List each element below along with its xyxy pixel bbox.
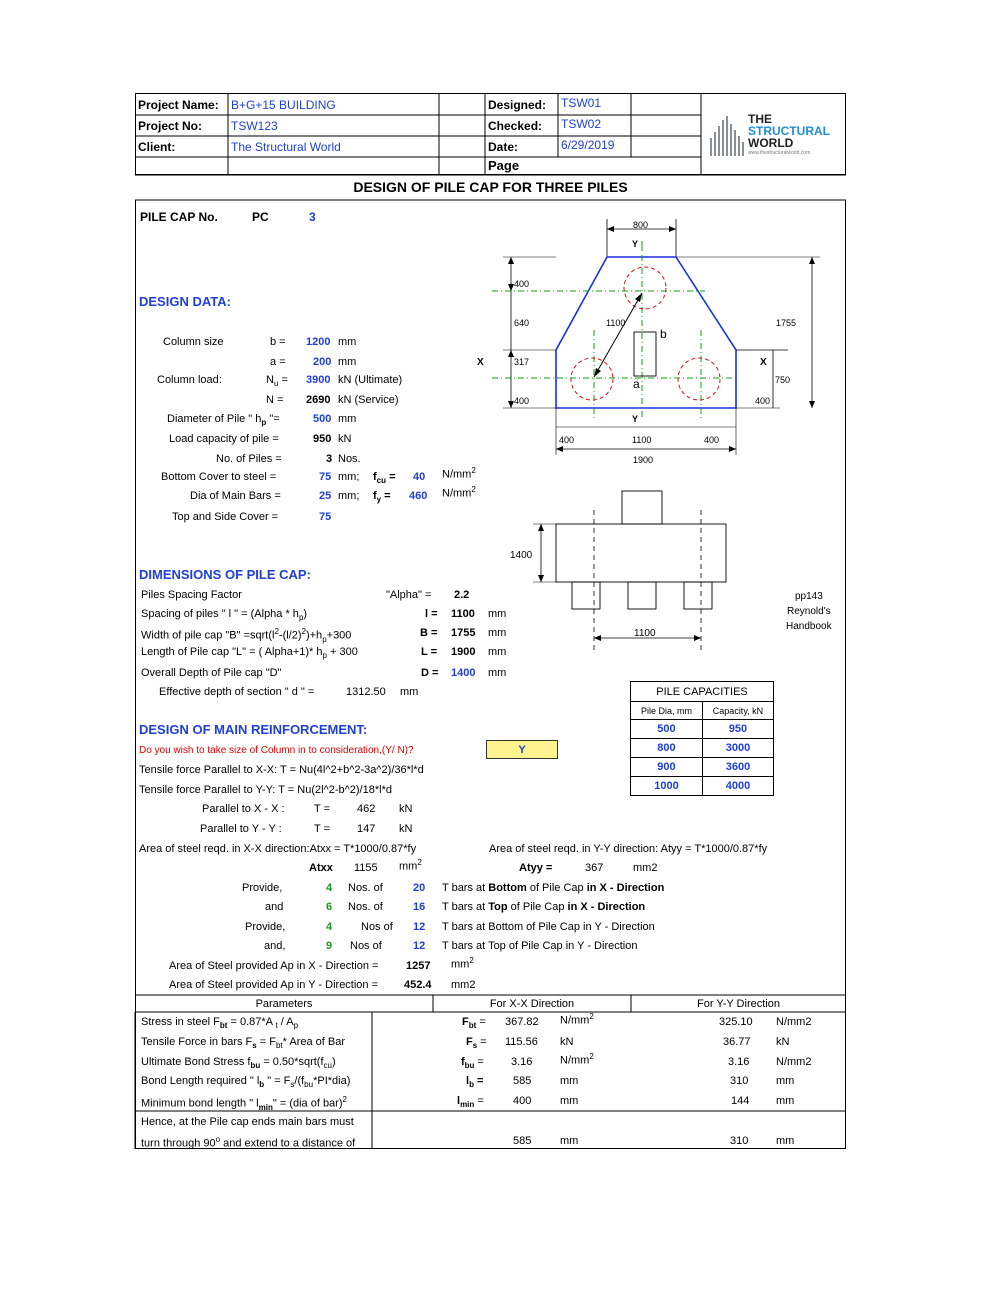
provide-desc bbox=[442, 882, 664, 894]
plan-bot-400a: 400 bbox=[559, 435, 575, 445]
atxx-unit-text: mm bbox=[399, 860, 418, 873]
b-value[interactable]: 1200 bbox=[306, 336, 331, 348]
param-text: Ultimate Bond Stress f bbox=[141, 1056, 251, 1068]
bond-y-value: 325.10 bbox=[719, 1016, 753, 1028]
ap-x-unit-text: mm bbox=[451, 958, 470, 971]
spacing-label: Spacing of piles " l " = (Alpha * $h_p$) bbox=[141, 608, 308, 623]
a-label: a = bbox=[270, 356, 286, 368]
final-y-value: 310 bbox=[730, 1135, 749, 1147]
no-piles-label: No. of Piles = bbox=[216, 453, 282, 465]
plan-x-left: X bbox=[477, 357, 484, 368]
provide-lead: Provide, bbox=[242, 882, 283, 894]
bond-row-ult-stress: Ultimate Bond Stress $f_{bu}$ = $0.50*sqrt(f_{cu})$ bbox=[141, 1056, 336, 1071]
plan-bot-1100: 1100 bbox=[632, 435, 652, 445]
final-line1: Hence, at the Pile cap ends main bars must bbox=[141, 1116, 354, 1128]
bond-x-value: 115.56 bbox=[505, 1036, 538, 1048]
depth-label: Overall Depth of Pile cap "D" bbox=[141, 667, 282, 679]
B-unit: mm bbox=[488, 627, 507, 639]
elev-dim-1400: 1400 bbox=[510, 550, 533, 561]
atyy-value: 367 bbox=[585, 862, 604, 874]
ap-y-value: 452.4 bbox=[404, 979, 432, 991]
width-label-text: Width of pile cap "B" =sqrt(l bbox=[141, 629, 275, 642]
logo-line2: STRUCTURAL bbox=[748, 124, 830, 138]
project-name-label: Project Name: bbox=[138, 98, 219, 112]
sym-text: l bbox=[457, 1095, 461, 1107]
reinforcement-heading: DESIGN OF MAIN REINFORCEMENT: bbox=[139, 722, 368, 737]
final-x-unit: mm bbox=[560, 1135, 579, 1147]
designed-value[interactable]: TSW01 bbox=[561, 96, 602, 110]
date-label: Date: bbox=[488, 140, 519, 154]
provide-dia[interactable]: 20 bbox=[413, 882, 426, 894]
dia-bars-label: Dia of Main Bars = bbox=[190, 490, 281, 502]
client-label: Client: bbox=[138, 140, 176, 154]
plan-dim-640: 640 bbox=[514, 318, 530, 328]
bond-y-unit: N/mm2 bbox=[776, 1016, 812, 1028]
ap-y-label: Area of Steel provided Ap in Y - Direction = bbox=[169, 979, 379, 991]
n-label: N = bbox=[266, 394, 284, 406]
provide-dia[interactable]: 12 bbox=[413, 921, 426, 933]
bottom-cover-label: Bottom Cover to steel = bbox=[161, 471, 277, 483]
provide-lead: and bbox=[265, 901, 284, 913]
pile-cap-elevation-diagram bbox=[500, 488, 790, 658]
column-load-label: Column load: bbox=[157, 374, 222, 386]
final-line2b-text: and extend to a distance of bbox=[220, 1137, 356, 1150]
bottom-cover-unit: mm; bbox=[338, 471, 360, 483]
bond-x-value: 400 bbox=[513, 1095, 532, 1107]
D-label: D = bbox=[421, 667, 439, 679]
sym-text: F bbox=[466, 1036, 473, 1048]
parallel-y-T: T = bbox=[314, 823, 331, 835]
pile-cap-prefix: PC bbox=[252, 210, 269, 224]
fcu-unit-text: N/mm bbox=[442, 468, 472, 481]
provide-nos: Nos. of bbox=[348, 901, 383, 913]
top-cover-label: Top and Side Cover = bbox=[172, 511, 279, 523]
parallel-y-label: Parallel to Y - Y : bbox=[200, 823, 282, 835]
bond-y-unit: N/mm2 bbox=[776, 1056, 812, 1068]
ref-line2: Reynold's bbox=[787, 606, 831, 617]
final-line2-text: turn through 90 bbox=[141, 1137, 216, 1150]
project-no-value[interactable]: TSW123 bbox=[231, 119, 278, 133]
bond-col-y: For Y-Y Direction bbox=[697, 998, 780, 1010]
designed-label: Designed: bbox=[488, 98, 547, 112]
plan-dim-400c: 400 bbox=[755, 396, 771, 406]
date-value[interactable]: 6/29/2019 bbox=[561, 138, 615, 152]
param-text: Tensile Force in bars F bbox=[141, 1036, 253, 1048]
provide-desc: T bars at Top of Pile Cap in Y - Direction bbox=[442, 940, 638, 952]
fcu-value[interactable]: 40 bbox=[413, 471, 426, 483]
bond-x-value: 585 bbox=[513, 1075, 532, 1087]
pile-cap-number[interactable]: 3 bbox=[309, 210, 316, 224]
atxx-value: 1155 bbox=[354, 862, 378, 874]
bond-row-force: Tensile Force in bars $F_s = F_{bt}*$ Area of Bar bbox=[141, 1036, 346, 1051]
a-unit: mm bbox=[338, 356, 357, 368]
bond-y-unit: mm bbox=[776, 1075, 795, 1087]
plan-dim-750: 750 bbox=[775, 375, 791, 385]
bond-row-stress: Stress in steel $F_{bt} = 0.87*A$ $_t / A_p$ bbox=[141, 1016, 299, 1031]
checked-value[interactable]: TSW02 bbox=[561, 117, 602, 131]
capacity-kn[interactable]: 3000 bbox=[702, 739, 773, 758]
capacity-dia[interactable]: 800 bbox=[631, 739, 703, 758]
column-size-label: Column size bbox=[163, 336, 224, 348]
bond-sym: $F_s$ = bbox=[466, 1036, 487, 1051]
bond-x-unit: $N/mm^2$ bbox=[560, 1012, 594, 1027]
L-label: L = bbox=[421, 646, 438, 658]
desc-b1: Top bbox=[488, 901, 508, 913]
bond-col-x: For X-X Direction bbox=[489, 998, 575, 1010]
pile-cap-label: PILE CAP No. bbox=[140, 210, 218, 224]
logo-url: www.thestructuralworld.com bbox=[748, 150, 811, 156]
fy-stress-unit: $N/mm^2$ bbox=[442, 485, 476, 500]
bond-sym: $F_{bt}$ = bbox=[462, 1016, 486, 1031]
plan-y-bottom: Y bbox=[632, 414, 639, 424]
plan-bot-1900: 1900 bbox=[633, 455, 654, 465]
plan-bot-400b: 400 bbox=[704, 435, 720, 445]
bond-y-unit: mm bbox=[776, 1095, 795, 1107]
bond-row-length: Bond Length required " $l_b$ " = $F_s/(f_{bu}*PI*dia)$ bbox=[141, 1075, 351, 1090]
parallel-x-T: T = bbox=[314, 803, 331, 815]
desc-b2: in X - Direction bbox=[567, 901, 646, 913]
fy-label: $f_y$ = bbox=[373, 490, 391, 505]
L-unit: mm bbox=[488, 646, 507, 658]
area-x-formula: Area of steel reqd. in X-X direction:Atxx = T*1000/0.87*fy bbox=[139, 843, 417, 855]
page-label: Page bbox=[488, 158, 520, 173]
provide-dia[interactable]: 12 bbox=[413, 940, 426, 952]
atyy-unit: mm2 bbox=[633, 862, 658, 874]
tension-x-formula: Tensile force Parallel to X-X: T = Nu(4l^2+b^2-3a^2)/36*l*d bbox=[139, 764, 424, 776]
desc-b1: Bottom bbox=[488, 882, 527, 894]
provide-lead: Provide, bbox=[245, 921, 286, 933]
final-line2: turn through 90$^o$ and extend to a distance of bbox=[141, 1135, 356, 1150]
capacities-col1: Pile Dia, mm bbox=[631, 702, 703, 720]
atyy-label: Atyy = bbox=[519, 862, 553, 874]
bond-col-params: Parameters bbox=[255, 998, 313, 1010]
capacity-dia[interactable]: 500 bbox=[631, 720, 703, 739]
param-text: Bond Length required " l bbox=[141, 1075, 260, 1087]
client-value[interactable]: The Structural World bbox=[231, 140, 341, 154]
elev-dim-1100: 1100 bbox=[634, 628, 656, 639]
provide-lead: and, bbox=[264, 940, 286, 952]
ap-x-unit: $mm^2$ bbox=[451, 956, 474, 971]
atxx-unit: $mm^2$ bbox=[399, 858, 422, 873]
plan-b-label: b bbox=[660, 327, 667, 341]
desc-mid: of Pile Cap bbox=[526, 882, 587, 894]
spacing-factor-label: Piles Spacing Factor bbox=[141, 589, 242, 601]
provide-nos: Nos of bbox=[361, 921, 393, 933]
dia-pile-value[interactable]: 500 bbox=[313, 413, 332, 425]
dia-pile-label-text: Diameter of Pile " h bbox=[167, 413, 262, 425]
n-unit: kN (Service) bbox=[338, 394, 399, 406]
parallel-x-unit: kN bbox=[399, 803, 413, 815]
dim-top-800: 800 bbox=[633, 220, 649, 230]
sym-text: F bbox=[462, 1016, 469, 1028]
D-value[interactable]: 1400 bbox=[451, 667, 476, 679]
provide-dia[interactable]: 16 bbox=[413, 901, 426, 913]
provide-count: 4 bbox=[326, 921, 333, 933]
plan-dim-400: 400 bbox=[514, 279, 530, 289]
a-value[interactable]: 200 bbox=[313, 356, 332, 368]
project-no-label: Project No: bbox=[138, 119, 203, 133]
xu-text: N/mm bbox=[560, 1014, 590, 1027]
dia-pile-unit: mm bbox=[338, 413, 357, 425]
capacity-dia[interactable]: 1000 bbox=[631, 777, 703, 796]
provide-nos: Nos. of bbox=[348, 882, 383, 894]
column-size-answer[interactable]: Y bbox=[486, 740, 558, 759]
parallel-x-value: 462 bbox=[357, 803, 376, 815]
pile-cap-plan-diagram bbox=[470, 205, 870, 475]
bond-sym: $f_{bu}$ = bbox=[461, 1056, 484, 1071]
l-unit: mm bbox=[488, 608, 507, 620]
capacities-title: PILE CAPACITIES bbox=[631, 682, 774, 702]
alpha-label: "Alpha" = bbox=[386, 589, 432, 601]
param-text: Minimum bond length " l bbox=[141, 1097, 259, 1110]
tension-y-formula: Tensile force Parallel to Y-Y: T = Nu(2l^2-b^2)/18*l*d bbox=[139, 784, 392, 796]
project-name-value[interactable]: B+G+15 BUILDING bbox=[231, 98, 336, 112]
bond-y-value: 310 bbox=[730, 1075, 749, 1087]
provide-nos: Nos of bbox=[350, 940, 382, 952]
plan-dim-400b: 400 bbox=[514, 396, 530, 406]
alpha-value: 2.2 bbox=[454, 589, 470, 601]
length-label-text: Length of Pile cap "L" = ( Alpha+1)* h bbox=[141, 646, 323, 658]
bottom-cover-value[interactable]: 75 bbox=[319, 471, 332, 483]
plan-y-top: Y bbox=[632, 239, 639, 249]
bond-x-unit: mm bbox=[560, 1075, 579, 1087]
length-label: Length of Pile cap "L" = ( Alpha+1)* $h_p + 300$ bbox=[141, 646, 358, 661]
sym-text: f bbox=[461, 1056, 465, 1068]
plan-a-label: a bbox=[633, 377, 640, 391]
provide-desc bbox=[442, 901, 645, 913]
nu-unit: kN (Ultimate) bbox=[338, 374, 403, 386]
plan-dim-1100: 1100 bbox=[606, 318, 626, 328]
pile-capacities-table bbox=[630, 681, 774, 796]
eff-depth-unit: mm bbox=[400, 686, 419, 698]
nu-value[interactable]: 3900 bbox=[306, 374, 331, 386]
dia-bars-unit: mm; bbox=[338, 490, 360, 502]
B-label: B = bbox=[420, 627, 438, 639]
capacity-dia[interactable]: 900 bbox=[631, 758, 703, 777]
bond-x-value: 367.82 bbox=[505, 1016, 539, 1028]
fcu-stress-unit: $N/mm^2$ bbox=[442, 466, 476, 481]
nu-label: $N_u$ = bbox=[266, 374, 288, 389]
atxx-label: Atxx bbox=[309, 862, 333, 874]
column-size-question: Do you wish to take size of Column in to consideration,(Y/ N)? bbox=[139, 745, 414, 756]
ap-x-value: 1257 bbox=[406, 960, 431, 972]
bond-sym: $l_{min}$ = bbox=[457, 1095, 484, 1110]
plan-dim-1755: 1755 bbox=[776, 318, 797, 328]
checked-label: Checked: bbox=[488, 119, 543, 133]
load-cap-label: Load capacity of pile = bbox=[169, 433, 279, 445]
eff-depth-label: Effective depth of section " d " = bbox=[159, 686, 315, 698]
bond-x-value: 3.16 bbox=[511, 1056, 533, 1068]
dimensions-heading: DIMENSIONS OF PILE CAP: bbox=[139, 567, 311, 582]
B-value: 1755 bbox=[451, 627, 476, 639]
desc-mid: of Pile Cap bbox=[507, 901, 568, 913]
provide-count: 6 bbox=[326, 901, 333, 913]
param-text: Stress in steel F bbox=[141, 1016, 220, 1028]
n-value: 2690 bbox=[306, 394, 331, 406]
capacities-col2: Capacity, kN bbox=[702, 702, 773, 720]
final-y-unit: mm bbox=[776, 1135, 795, 1147]
load-cap-value: 950 bbox=[313, 433, 332, 445]
bond-y-value: 144 bbox=[731, 1095, 750, 1107]
plan-x-right: X bbox=[760, 357, 767, 368]
D-unit: mm bbox=[488, 667, 507, 679]
desc-b2: in X - Direction bbox=[586, 882, 665, 894]
bond-y-unit: kN bbox=[776, 1036, 790, 1048]
bond-x-unit: mm bbox=[560, 1095, 579, 1107]
no-piles-value: 3 bbox=[326, 453, 333, 465]
L-value: 1900 bbox=[451, 646, 476, 658]
fcu-label: $f_{cu}$ = bbox=[373, 471, 396, 486]
provide-desc: T bars at Bottom of Pile Cap in Y - Direction bbox=[442, 921, 655, 933]
width-label: Width of pile cap "B" $=sqrt(l^2-(l/2)^2)+h_p+300$ bbox=[141, 627, 352, 644]
plan-dim-317: 317 bbox=[514, 357, 530, 367]
provide-count: 9 bbox=[326, 940, 333, 952]
dia-pile-label: Diameter of Pile " $h_p$ "= bbox=[167, 413, 280, 428]
bond-row-min-length: Minimum bond length " $l_{min}$" = (dia of bar)$^2$ bbox=[141, 1095, 347, 1112]
top-cover-value[interactable]: 75 bbox=[319, 511, 332, 523]
company-logo bbox=[708, 106, 843, 162]
bond-sym: $l_b$ = bbox=[466, 1075, 484, 1090]
capacity-kn[interactable]: 950 bbox=[702, 720, 773, 739]
parallel-y-unit: kN bbox=[399, 823, 413, 835]
parallel-x-label: Parallel to X - X : bbox=[202, 803, 285, 815]
fy-unit-text: N/mm bbox=[442, 487, 472, 500]
bond-y-value: 36.77 bbox=[723, 1036, 751, 1048]
page-title: DESIGN OF PILE CAP FOR THREE PILES bbox=[353, 179, 628, 195]
logo-line3: WORLD bbox=[748, 136, 794, 150]
bond-x-unit: kN bbox=[560, 1036, 574, 1048]
eff-depth-value: 1312.50 bbox=[346, 686, 386, 698]
logo-bars-icon bbox=[708, 108, 748, 158]
ref-line3: Handbook bbox=[786, 621, 832, 632]
l-value: 1100 bbox=[451, 608, 475, 620]
bond-y-value: 3.16 bbox=[728, 1056, 750, 1068]
capacity-kn[interactable]: 3600 bbox=[702, 758, 773, 777]
area-y-formula: Area of steel reqd. in Y-Y direction: Atyy = T*1000/0.87*fy bbox=[489, 843, 768, 855]
spacing-label-text: Spacing of piles " l " = (Alpha * h bbox=[141, 608, 299, 620]
ap-y-unit: mm2 bbox=[451, 979, 476, 991]
desc-pre: T bars at bbox=[442, 882, 489, 894]
ap-x-label: Area of Steel provided Ap in X - Direction = bbox=[169, 960, 379, 972]
no-piles-unit: Nos. bbox=[338, 453, 361, 465]
capacity-kn[interactable]: 4000 bbox=[702, 777, 773, 796]
final-x-value: 585 bbox=[513, 1135, 532, 1147]
ref-line1: pp143 bbox=[795, 591, 823, 602]
fy-value[interactable]: 460 bbox=[409, 490, 428, 502]
logo-line1: THE bbox=[748, 112, 772, 126]
dia-bars-value[interactable]: 25 bbox=[319, 490, 332, 502]
load-cap-unit: kN bbox=[338, 433, 352, 445]
provide-count: 4 bbox=[326, 882, 333, 894]
bond-x-unit: $N/mm^2$ bbox=[560, 1052, 594, 1067]
sym-text: l bbox=[466, 1075, 470, 1087]
b-label: b = bbox=[270, 336, 286, 348]
l-label: l = bbox=[425, 608, 438, 620]
b-unit: mm bbox=[338, 336, 357, 348]
xu-text: N/mm bbox=[560, 1054, 590, 1067]
parallel-y-value: 147 bbox=[357, 823, 376, 835]
design-data-heading: DESIGN DATA: bbox=[139, 294, 231, 309]
desc-pre: T bars at bbox=[442, 901, 489, 913]
